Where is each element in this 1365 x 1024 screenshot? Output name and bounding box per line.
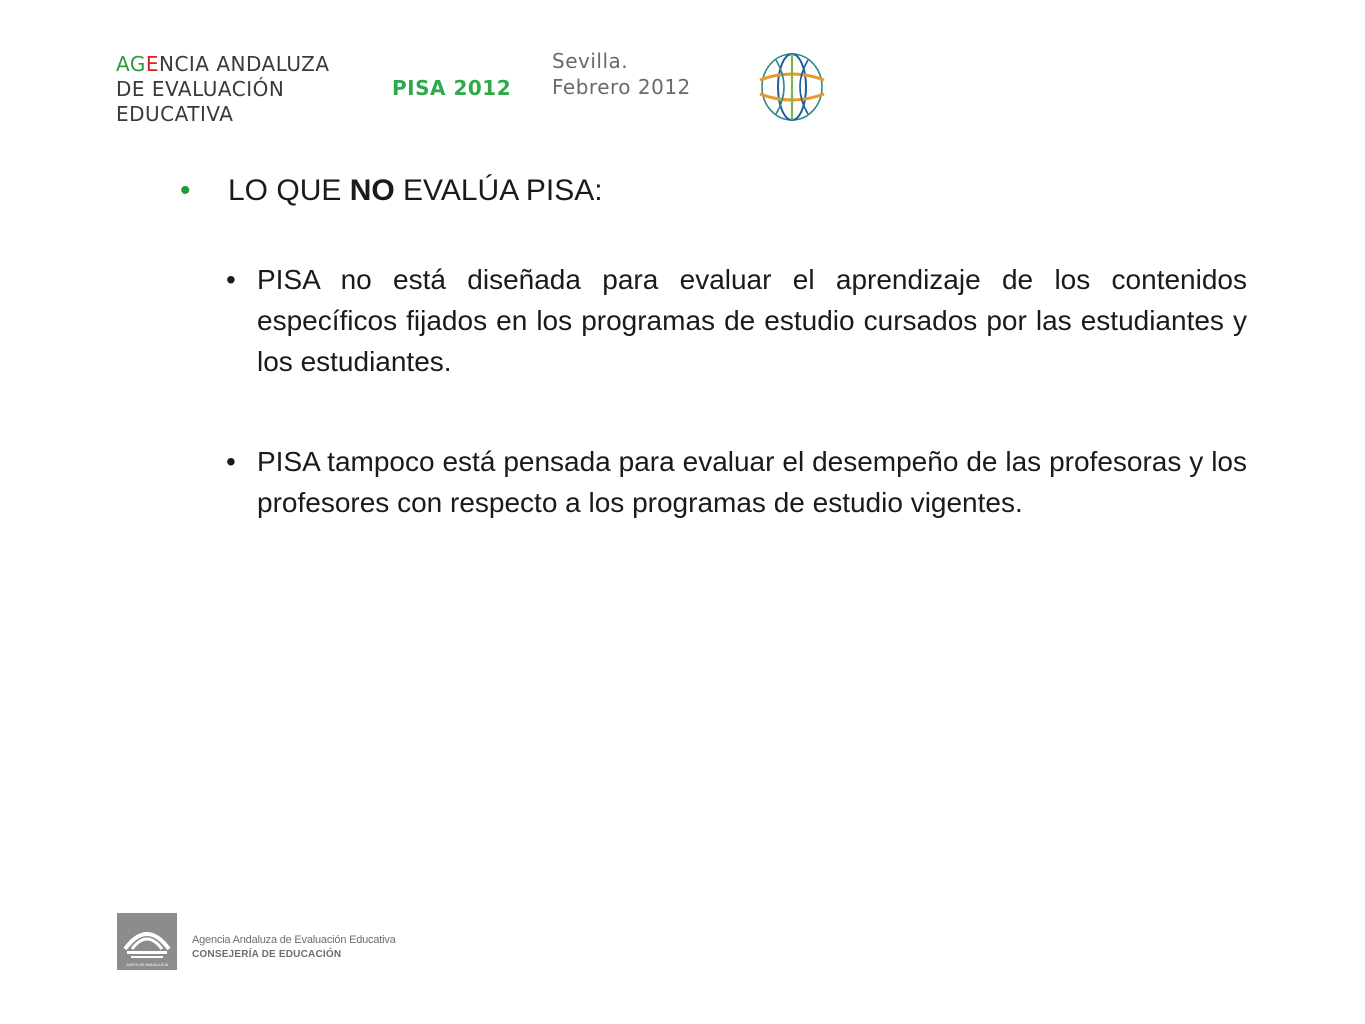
slide-heading: • LO QUE NO EVALÚA PISA: [180,174,603,207]
junta-andalucia-shield-icon [117,913,177,970]
event-city: Sevilla. [552,49,629,73]
footer-agency: Agencia Andaluza de Evaluación Educativa [192,934,396,946]
agency-name-line1: AGENCIA ANDALUZA [116,52,330,76]
agency-name [116,52,330,127]
event-month: Febrero 2012 [552,75,691,99]
bullet-text: PISA no está diseñada para evaluar el aprendizaje de los contenidos específicos fijados en los programas de estudio cursados por las estudiantes y los estudiantes. [257,264,1247,377]
shield-caption: JUNTA DE ANDALUCIA [125,962,169,967]
event-date [552,48,691,100]
bullet-mark: • [226,264,236,295]
bullet-point-1 [226,259,1247,382]
footer-department: CONSEJERÍA DE EDUCACIÓN [192,949,342,960]
heading-bullet: • [180,174,191,207]
bullet-point-2 [226,441,1247,523]
heading-emphasis: NO [349,174,395,207]
globe-logo-icon [756,50,828,124]
bullet-mark: • [226,446,236,477]
bullet-text: PISA tampoco está pensada para evaluar el desempeño de las profesoras y los profesores con respecto a los programas de estudio vigentes. [257,446,1247,518]
agency-name-line3: EDUCATIVA [116,102,234,126]
agency-name-line2: DE EVALUACIÓN [116,77,285,101]
footer-institution [192,934,396,960]
program-title: PISA 2012 [392,76,512,100]
